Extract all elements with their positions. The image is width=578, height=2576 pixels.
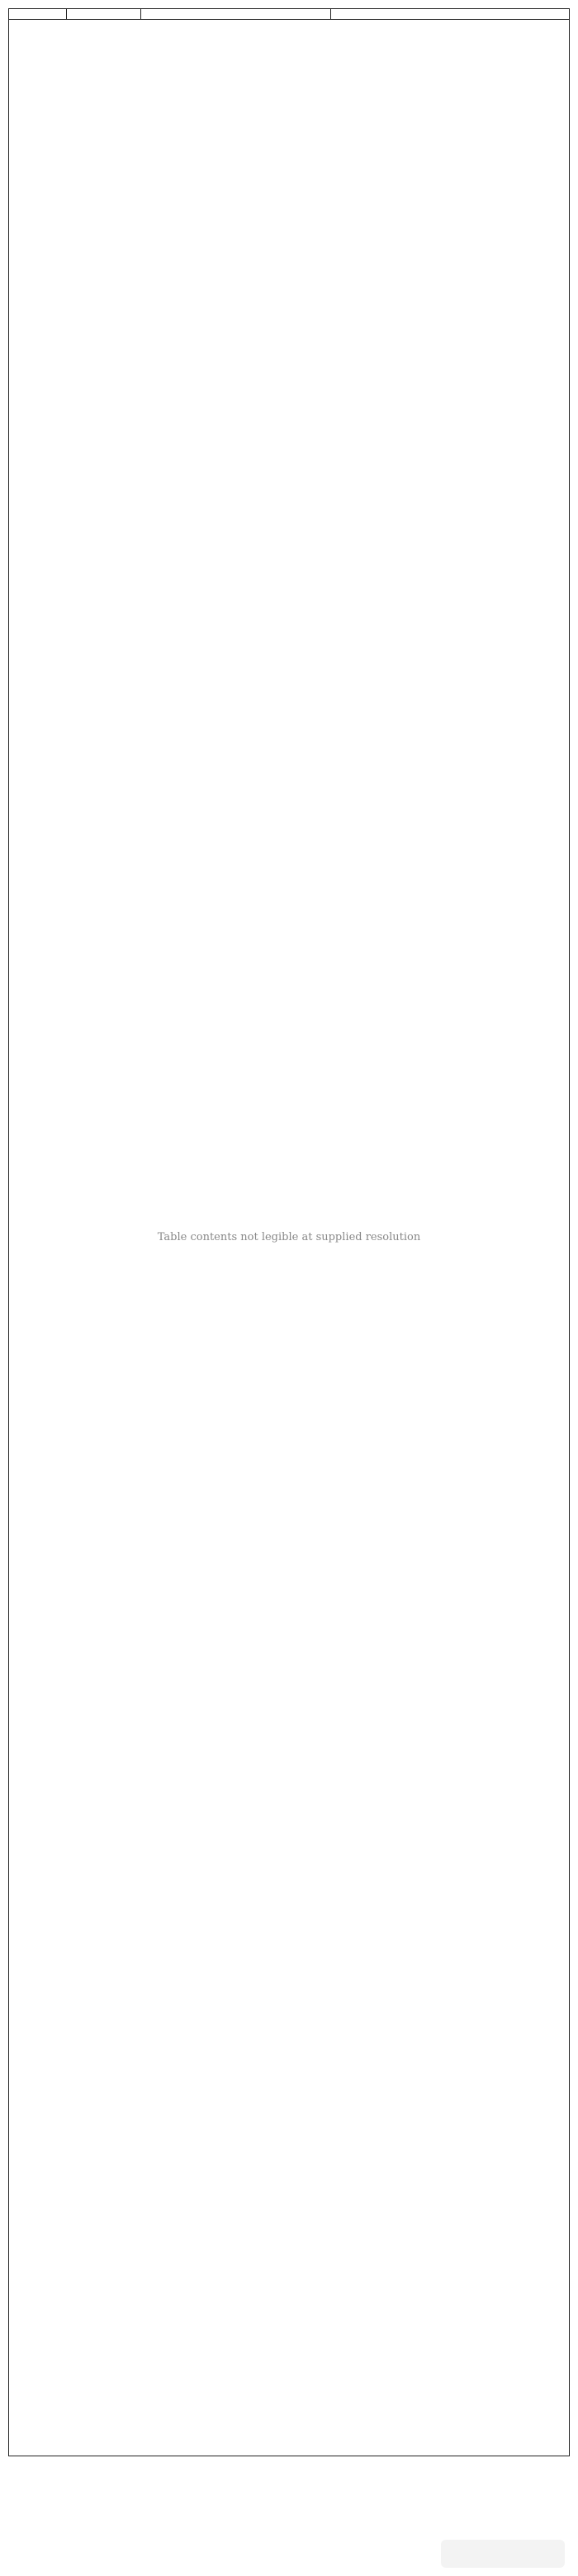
watermark-logo bbox=[441, 2540, 565, 2568]
header-item-name bbox=[141, 9, 331, 20]
header-region-or-unit bbox=[331, 9, 570, 20]
table-body bbox=[9, 20, 570, 2456]
header-serial-number bbox=[9, 9, 67, 20]
table-header bbox=[9, 9, 570, 20]
table-row bbox=[9, 20, 570, 2456]
header-item-code bbox=[67, 9, 141, 20]
heritage-list-table bbox=[8, 8, 570, 2456]
placeholder-cell: Table contents not legible at supplied resolution bbox=[9, 20, 570, 2456]
header-row bbox=[9, 9, 570, 20]
